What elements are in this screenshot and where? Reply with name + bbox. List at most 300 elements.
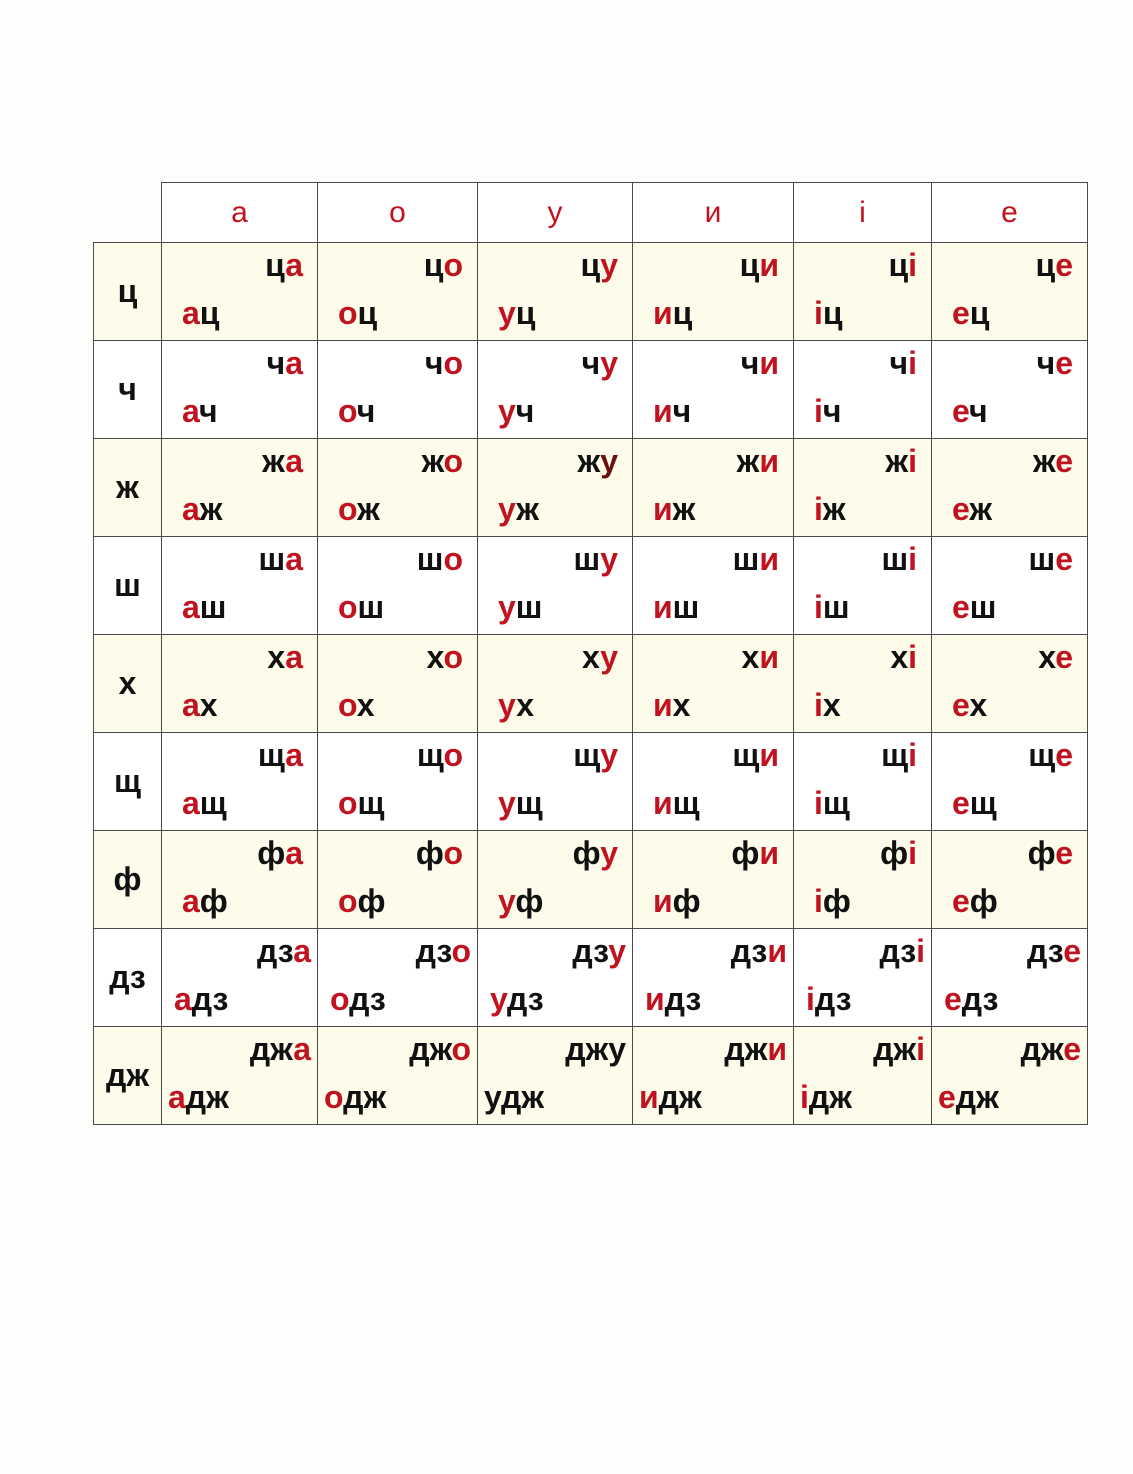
syllable-cell [932,537,1088,635]
syllable-vowel: и [759,639,779,675]
syllable-vowel: і [908,639,917,675]
vowel-header: и [633,183,794,243]
syllable-consonant: ч [424,345,444,381]
syllable-consonant: ц [672,295,693,331]
syllable-vowel: а [285,835,303,871]
consonant-vowel-syllable [422,441,463,481]
vowel-consonant-syllable [653,881,701,921]
syllable-vowel: а [182,491,200,527]
syllable-cell [794,341,932,439]
syllable-vowel: і [908,247,917,283]
syllable-cell [633,831,794,929]
vowel-consonant-syllable [952,783,997,823]
consonant-vowel-syllable [881,735,917,775]
consonant-vowel-syllable [741,343,779,383]
vowel-consonant-syllable [498,293,535,333]
syllable-vowel: а [168,1079,186,1115]
syllable-consonant: дж [955,1079,999,1115]
syllable-vowel: и [759,835,779,871]
syllable-cell [162,831,318,929]
syllable-vowel: і [814,295,823,331]
vowel-consonant-syllable [490,979,544,1019]
syllable-cell [932,439,1088,537]
consonant-vowel-syllable [1027,931,1081,971]
consonant-header: ф [94,831,162,929]
syllable-vowel: и [767,933,787,969]
vowel-consonant-syllable [952,587,996,627]
syllable-consonant: ф [880,835,909,871]
syllable-consonant: ц [199,295,220,331]
consonant-vowel-syllable [873,1029,925,1069]
syllable-consonant: дз [1027,933,1064,969]
syllable-vowel: і [908,345,917,381]
syllable-vowel: о [338,883,358,919]
syllable-consonant: ц [423,247,444,283]
consonant-vowel-syllable [416,931,471,971]
syllable-vowel: а [182,785,200,821]
syllable-consonant: ш [732,541,760,577]
syllable-vowel: і [908,541,917,577]
syllable-consonant: ч [356,393,376,429]
syllable-consonant: щ [199,785,227,821]
syllable-vowel: и [759,247,779,283]
syllable-consonant: щ [822,785,850,821]
consonant-vowel-syllable [425,343,463,383]
syllable-consonant: ч [1036,345,1056,381]
consonant-vowel-syllable [257,931,311,971]
syllable-consonant: щ [732,737,760,773]
vowel-consonant-syllable [653,391,691,431]
syllable-consonant: щ [573,737,601,773]
syllable-consonant: ф [969,883,998,919]
syllable-vowel: о [338,687,357,723]
syllable-vowel: и [653,589,673,625]
syllable-consonant: дж [724,1031,768,1067]
syllable-cell [794,635,932,733]
syllable-row [94,635,1088,733]
syllable-consonant: х [1038,639,1056,675]
syllable-consonant: ц [822,295,843,331]
syllable-vowel: а [293,933,311,969]
syllable-consonant: ч [266,345,286,381]
syllable-vowel: и [653,295,673,331]
syllable-row [94,537,1088,635]
syllable-consonant: ц [357,295,378,331]
syllable-consonant: ж [1032,443,1056,479]
corner-cell [94,183,162,243]
syllable-vowel: о [330,981,350,1017]
syllable-vowel: и [653,687,673,723]
vowel-consonant-syllable [324,1077,386,1117]
syllable-vowel: а [182,393,199,429]
syllable-vowel: і [814,393,823,429]
syllable-vowel: а [182,589,200,625]
consonant-vowel-syllable [1036,245,1073,285]
syllable-cell [162,341,318,439]
vowel-consonant-syllable [952,391,988,431]
syllable-vowel: е [952,589,970,625]
vowel-consonant-syllable [952,881,998,921]
vowel-consonant-syllable [814,293,843,333]
syllable-consonant: ф [672,883,701,919]
syllable-vowel: о [338,295,358,331]
syllable-vowel: і [800,1079,809,1115]
syllable-vowel: і [916,1031,925,1067]
syllable-vowel: у [498,785,516,821]
consonant-header: щ [94,733,162,831]
syllable-cell [794,929,932,1027]
syllable-vowel: и [653,883,673,919]
syllable-cell [478,733,633,831]
syllable-consonant: ц [1035,247,1056,283]
vowel-consonant-syllable [800,1077,852,1117]
syllable-cell [633,341,794,439]
syllable-vowel: а [174,981,192,1017]
syllable-vowel: и [759,345,779,381]
syllable-vowel: и [653,393,673,429]
vowel-consonant-syllable [338,881,386,921]
syllable-vowel: и [653,491,673,527]
syllable-vowel: о [443,737,463,773]
syllable-vowel: о [338,589,358,625]
syllable-vowel: и [645,981,665,1017]
syllable-vowel: у [498,295,516,331]
syllable-cell [932,341,1088,439]
syllable-vowel: а [285,541,303,577]
syllable-vowel: і [908,443,917,479]
consonant-vowel-syllable [731,931,787,971]
syllable-vowel: и [759,737,779,773]
consonant-vowel-syllable [1028,833,1073,873]
syllable-consonant: х [672,687,691,723]
syllable-consonant: ш [258,541,286,577]
vowel-consonant-syllable [653,783,700,823]
syllable-consonant: ж [672,491,696,527]
consonant-vowel-syllable [258,735,303,775]
syllable-cell [162,1027,318,1125]
syllable-cell [318,635,478,733]
vowel-consonant-syllable [182,391,218,431]
syllable-consonant: дз [191,981,229,1017]
syllable-vowel: е [1063,933,1081,969]
vowel-consonant-syllable [182,783,227,823]
syllable-cell [932,243,1088,341]
syllable-consonant: дз [257,933,294,969]
consonant-vowel-syllable [737,441,779,481]
consonant-vowel-syllable [257,833,303,873]
vowel-consonant-syllable [182,587,226,627]
syllable-consonant: дж [658,1079,702,1115]
syllable-consonant: ц [888,247,909,283]
syllable-vowel: и [759,443,779,479]
vowel-consonant-syllable [174,979,228,1019]
syllable-vowel: а [285,247,303,283]
syllable-consonant: х [356,687,375,723]
vowel-consonant-syllable [338,391,375,431]
syllable-vowel: е [952,785,970,821]
syllable-vowel: у [600,737,618,773]
syllable-consonant: ц [265,247,286,283]
syllable-vowel: і [806,981,815,1017]
syllable-cell [633,733,794,831]
syllable-consonant: х [582,639,601,675]
vowel-consonant-syllable [338,489,380,529]
syllable-consonant: ж [885,443,909,479]
syllable-vowel: о [338,785,358,821]
syllable-consonant: дз [664,981,702,1017]
syllable-cell [318,341,478,439]
syllable-cell [932,1027,1088,1125]
syllable-consonant: ш [416,541,444,577]
syllable-consonant: дж [565,1031,609,1067]
syllable-cell [633,439,794,537]
syllable-vowel: і [908,737,917,773]
syllable-vowel: у [600,345,618,381]
consonant-vowel-syllable [890,343,917,383]
vowel-consonant-syllable [168,1077,229,1117]
syllable-consonant: х [822,687,841,723]
consonant-vowel-syllable [881,539,917,579]
syllable-vowel: і [916,933,925,969]
consonant-vowel-syllable [582,637,618,677]
syllable-cell [794,733,932,831]
syllable-consonant: ж [969,491,993,527]
vowel-consonant-syllable [498,881,543,921]
syllable-row [94,733,1088,831]
consonant-vowel-syllable [733,539,779,579]
vowel-header: е [932,183,1088,243]
syllable-consonant: ш [822,589,850,625]
syllable-cell [162,439,318,537]
syllable-vowel: і [814,491,823,527]
syllable-consonant: дж [409,1031,452,1067]
syllable-vowel: у [600,541,618,577]
syllable-cell [794,1027,932,1125]
syllable-cell [633,635,794,733]
syllable-cell [478,341,633,439]
syllable-vowel: у [600,247,618,283]
syllable-consonant: ф [731,835,760,871]
syllable-cell [478,537,633,635]
vowel-consonant-syllable [484,1077,544,1117]
syllable-consonant: ж [822,491,846,527]
syllable-vowel: у [490,981,507,1017]
syllable-cell [318,243,478,341]
syllable-consonant: дз [349,981,386,1017]
syllable-consonant: дз [730,933,768,969]
syllable-consonant: щ [1028,737,1056,773]
syllable-cell [162,243,318,341]
vowel-consonant-syllable [944,979,998,1019]
syllable-cell [162,929,318,1027]
vowel-header: а [162,183,318,243]
syllable-vowel: и [759,541,779,577]
syllable-vowel: е [1055,639,1073,675]
syllable-consonant: ш [969,589,997,625]
syllable-row [94,439,1088,537]
syllable-vowel: е [1063,1031,1081,1067]
syllable-consonant: щ [672,785,700,821]
vowel-consonant-syllable [814,881,851,921]
syllable-consonant: ч [581,345,601,381]
syllable-consonant: дж [343,1079,387,1115]
syllable-vowel: е [1055,541,1073,577]
syllable-cell [318,439,478,537]
syllable-cell [318,537,478,635]
syllable-consonant: щ [515,785,543,821]
syllable-row [94,831,1088,929]
consonant-header: ш [94,537,162,635]
syllable-vowel: е [952,393,969,429]
syllable-vowel: е [944,981,962,1017]
syllable-vowel: у [608,1031,626,1067]
consonant-vowel-syllable [1021,1029,1081,1069]
vowel-consonant-syllable [182,881,228,921]
syllable-cell [794,537,932,635]
consonant-header: дз [94,929,162,1027]
syllable-consonant: дз [814,981,852,1017]
syllable-consonant: х [890,639,909,675]
syllable-row [94,929,1088,1027]
syllable-consonant: дж [1020,1031,1064,1067]
syllable-cell [633,1027,794,1125]
syllable-cell [478,929,633,1027]
syllable-consonant: ф [515,883,544,919]
syllable-cell [633,537,794,635]
syllable-vowel: е [1055,737,1073,773]
syllable-consonant: ш [515,589,543,625]
syllable-consonant: ч [199,393,218,429]
syllable-cell [318,831,478,929]
syllable-consonant: ф [199,883,228,919]
syllable-consonant: ц [515,295,536,331]
vowel-consonant-syllable [938,1077,999,1117]
consonant-header: ц [94,243,162,341]
syllable-consonant: ч [822,393,842,429]
syllable-consonant: ж [421,443,444,479]
syllable-consonant: щ [881,737,909,773]
vowel-consonant-syllable [498,391,534,431]
syllable-vowel: е [952,295,970,331]
syllable-consonant: ш [1028,541,1056,577]
consonant-vowel-syllable [262,441,303,481]
syllable-cell [318,929,478,1027]
syllable-consonant: дж [185,1079,229,1115]
syllable-cell [794,243,932,341]
syllable-vowel: у [498,883,516,919]
syllable-cell [478,635,633,733]
syllable-consonant: ф [415,835,444,871]
consonant-vowel-syllable [582,343,618,383]
syllable-vowel: е [938,1079,956,1115]
syllable-vowel: у [600,835,618,871]
syllable-vowel: а [285,345,303,381]
syllable-consonant: ч [889,345,909,381]
syllable-consonant: ф [357,883,386,919]
syllable-consonant: дз [572,933,609,969]
vowel-consonant-syllable [814,685,841,725]
consonant-vowel-syllable [888,245,917,285]
syllable-vowel: о [443,541,463,577]
syllable-cell [932,635,1088,733]
syllable-vowel: о [443,247,463,283]
syllable-vowel: и [653,785,673,821]
syllable-consonant: ч [672,393,692,429]
syllable-vowel: а [182,295,200,331]
syllable-vowel: у [498,393,516,429]
vowel-consonant-syllable [952,685,987,725]
consonant-vowel-syllable [1029,539,1073,579]
consonant-vowel-syllable [267,637,303,677]
consonant-vowel-syllable [409,1029,471,1069]
syllable-cell [318,1027,478,1125]
syllable-consonant: х [267,639,286,675]
consonant-header: дж [94,1027,162,1125]
vowel-consonant-syllable [645,979,701,1019]
vowel-consonant-syllable [952,489,992,529]
consonant-vowel-syllable [259,539,303,579]
syllable-consonant: дж [873,1031,917,1067]
syllable-consonant: х [969,687,988,723]
syllable-vowel: і [814,589,823,625]
syllable-consonant: ш [357,589,385,625]
syllable-consonant: дж [808,1079,852,1115]
syllable-cell [932,831,1088,929]
syllable-consonant: ж [262,443,286,479]
consonant-vowel-syllable [885,441,917,481]
syllable-consonant: дж [501,1079,544,1115]
syllable-consonant: ц [580,247,601,283]
vowel-consonant-syllable [639,1077,702,1117]
syllable-consonant: ф [572,835,601,871]
syllable-vowel: у [498,687,517,723]
syllable-vowel: і [814,687,823,723]
syllable-cell [478,439,633,537]
vowel-header: о [318,183,478,243]
syllable-vowel: е [1055,443,1073,479]
consonant-header: ж [94,439,162,537]
syllable-cell [478,831,633,929]
syllable-consonant: х [741,639,760,675]
consonant-vowel-syllable [573,833,618,873]
vowel-consonant-syllable [182,685,218,725]
syllable-consonant: ж [357,491,380,527]
consonant-vowel-syllable [581,245,618,285]
vowel-header-row [94,183,1088,243]
vowel-consonant-syllable [330,979,386,1019]
syllable-cell [162,733,318,831]
syllable-vowel: о [443,345,463,381]
vowel-consonant-syllable [182,293,219,333]
syllable-consonant: ш [881,541,909,577]
syllable-vowel: е [1055,247,1073,283]
syllable-vowel: е [952,687,970,723]
syllable-vowel: о [443,835,463,871]
syllable-consonant: щ [357,785,385,821]
consonant-vowel-syllable [572,931,626,971]
syllable-cell [932,929,1088,1027]
consonant-vowel-syllable [742,637,779,677]
syllable-row [94,243,1088,341]
vowel-consonant-syllable [498,489,539,529]
syllable-consonant: ф [257,835,286,871]
syllable-consonant: дз [961,981,999,1017]
consonant-vowel-syllable [740,245,779,285]
syllable-vowel: о [338,491,358,527]
syllable-vowel: и [639,1079,659,1115]
syllable-consonant: ч [515,393,535,429]
syllable-consonant: щ [257,737,286,773]
